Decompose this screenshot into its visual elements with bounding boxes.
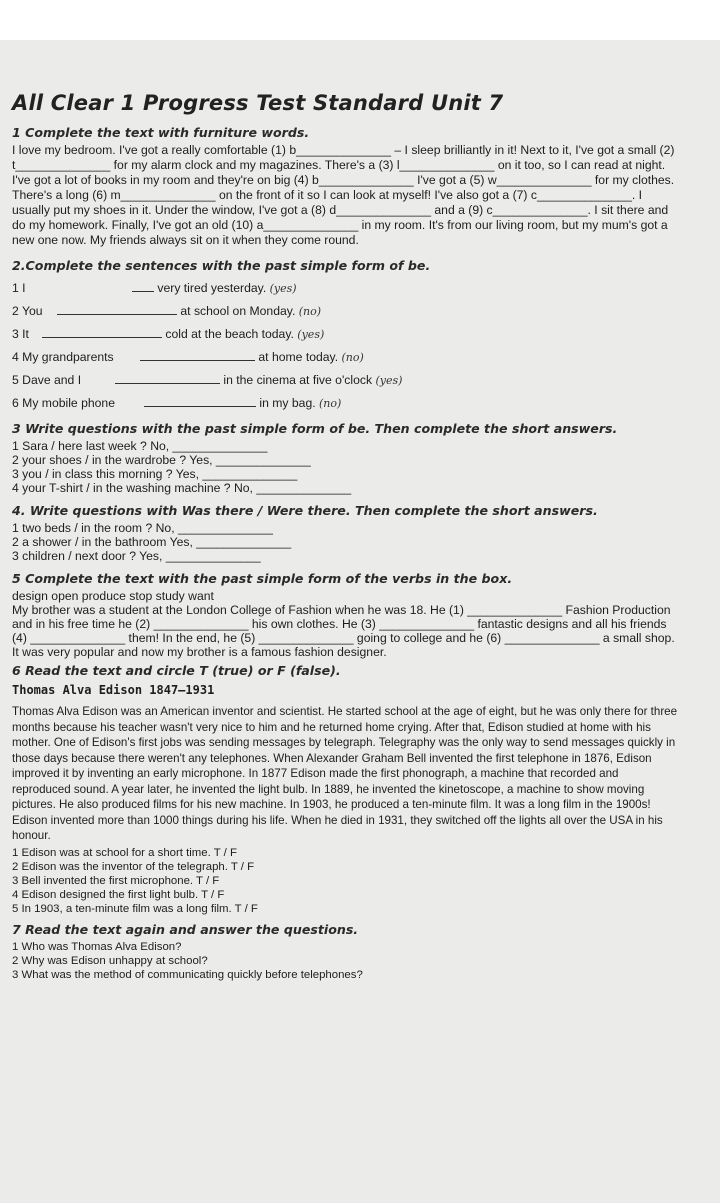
- sentence-hint: (yes): [269, 282, 297, 295]
- sentence-start: 3 It: [12, 327, 29, 341]
- sentence-hint: (no): [298, 305, 322, 318]
- worksheet-content: [12, 91, 680, 982]
- sentence-hint: (yes): [375, 374, 403, 387]
- task-2-sentences: [12, 277, 680, 415]
- question-item: 1 Sara / here last week ? No, ______________: [12, 439, 268, 453]
- comprehension-question: 2 Why was Edison unhappy at school?: [12, 954, 208, 967]
- true-false-item: 4 Edison designed the first light bulb. T / F: [12, 888, 225, 901]
- question-item: 2 a shower / in the bathroom Yes, ______________: [12, 535, 292, 549]
- answer-blank: [42, 326, 162, 338]
- sentence-end: in the cinema at five o'clock: [223, 373, 373, 387]
- worksheet-page: [0, 40, 720, 1203]
- sentence-row: [12, 346, 680, 369]
- task-3-heading: 3 Write questions with the past simple form of be. Then complete the short answers.: [12, 421, 618, 436]
- page-title: All Clear 1 Progress Test Standard Unit 7: [12, 91, 504, 115]
- true-false-item: 1 Edison was at school for a short time. T / F: [12, 846, 237, 859]
- sentence-row: [12, 392, 680, 415]
- true-false-list: [12, 846, 680, 916]
- reading-title: Thomas Alva Edison 1847–1931: [12, 683, 215, 697]
- question-item: 2 your shoes / in the wardrobe ? Yes, ______________: [12, 453, 311, 467]
- true-false-item: 2 Edison was the inventor of the telegraph. T / F: [12, 860, 255, 873]
- verb-box: design open produce stop study want: [12, 589, 214, 603]
- sentence-start: 4 My grandparents: [12, 350, 114, 364]
- sentence-hint: (no): [319, 397, 342, 410]
- reading-text: Thomas Alva Edison was an American inventor and scientist. He started school at the age of eight, but he was only there for three months because his teacher wasn't very nice to him and he returned home crying. After that, Edison studied at home with his mother. One of Edison's first jobs was sending messages by telegraph. Telegraphy was the only way to send messages quickly in those days because there weren't any telephones. When Alexander Graham Bell invented the first telephone in 1876, Edison improved it by inventing an early microphone. In 1877 Edison made the first phonograph, a machine that recorded and reproduced sound. A year later, he invented the light bulb. In 1889, he invented the kinetoscope, a machine to show moving pictures. He also produced films for his new machine. In 1903, he produced a ten-minute film. It was a long film in the 1900s! Edison invented more than 1000 things during his life. When he died in 1931, they switched off the lights all over the USA in his honour.: [12, 705, 678, 842]
- sentence-end: in my bag.: [259, 396, 316, 410]
- sentence-start: 5 Dave and I: [12, 373, 82, 387]
- true-false-item: 5 In 1903, a ten-minute film was a long film. T / F: [12, 902, 258, 915]
- answer-blank: [132, 280, 154, 292]
- task-6-heading: 6 Read the text and circle T (true) or F (false).: [12, 663, 341, 678]
- sentence-row: [12, 369, 680, 392]
- question-item: 3 you / in class this morning ? Yes, ______________: [12, 467, 298, 481]
- answer-blank: [140, 349, 255, 361]
- sentence-end: cold at the beach today.: [165, 327, 294, 341]
- sentence-end: at school on Monday.: [180, 304, 296, 318]
- question-item: 4 your T-shirt / in the washing machine ? No, ______________: [12, 481, 352, 495]
- sentence-row: [12, 277, 680, 300]
- question-item: 1 two beds / in the room ? No, ______________: [12, 521, 273, 535]
- task-1-heading: 1 Complete the text with furniture words.: [12, 125, 310, 140]
- task-4-heading: 4. Write questions with Was there / Were there. Then complete the short answers.: [12, 503, 598, 518]
- sentence-start: 2 You: [12, 304, 43, 318]
- answer-blank: [144, 395, 256, 407]
- question-item: 3 children / next door ? Yes, ______________: [12, 549, 261, 563]
- sentence-end: very tired yesterday.: [157, 281, 267, 295]
- task-5-heading: 5 Complete the text with the past simple form of the verbs in the box.: [12, 571, 513, 586]
- task-7-heading: 7 Read the text again and answer the questions.: [12, 921, 359, 937]
- sentence-hint: (yes): [297, 328, 325, 341]
- comprehension-question: 3 What was the method of communicating quickly before telephones?: [12, 968, 363, 981]
- comprehension-question: 1 Who was Thomas Alva Edison?: [12, 940, 182, 953]
- sentence-row: [12, 300, 680, 323]
- sentence-start: 1 I: [12, 281, 26, 295]
- sentence-hint: (no): [341, 351, 364, 364]
- comprehension-questions: [12, 940, 680, 982]
- answer-blank: [115, 372, 220, 384]
- sentence-row: [12, 323, 680, 346]
- answer-blank: [57, 303, 177, 315]
- task-1-text: I love my bedroom. I've got a really comfortable (1) b______________ – I sleep brilliantly in it! Next to it, I've got a small (2) t______________ for my alarm clock and my magazines. There's a (3) l______________ on it too, so I can read at night. I've got a lot of books in my room and they're on big (4) b______________ I've got a (5) w______________ for my clothes. There's a long (6) m______________ on the front of it so I can look at myself! I've also got a (7) c______________. I usually put my shoes in it. Under the window, I've got a (8) d______________ and a (9) c______________. I sit there and do my homework. Finally, I've got an old (10) a______________ in my room. It's from our living room, but my mum's got a new one now. My friends always sit on it when they come round.: [12, 143, 675, 247]
- sentence-end: at home today.: [258, 350, 339, 364]
- sentence-start: 6 My mobile phone: [12, 396, 115, 410]
- task-2-heading: 2.Complete the sentences with the past simple form of be.: [12, 258, 431, 273]
- true-false-item: 3 Bell invented the first microphone. T / F: [12, 874, 220, 887]
- task-5-text: My brother was a student at the London College of Fashion when he was 18. He (1) ______________ Fashion Production and in his free time he (2) ______________ his own clothes. He (3) ______________ fantastic designs and all his friends (4) ______________ them! In the end, he (5) ______________ going to college and he (6) ______________ a small shop. It was very popular and now my brother is a famous fashion designer.: [12, 603, 675, 659]
